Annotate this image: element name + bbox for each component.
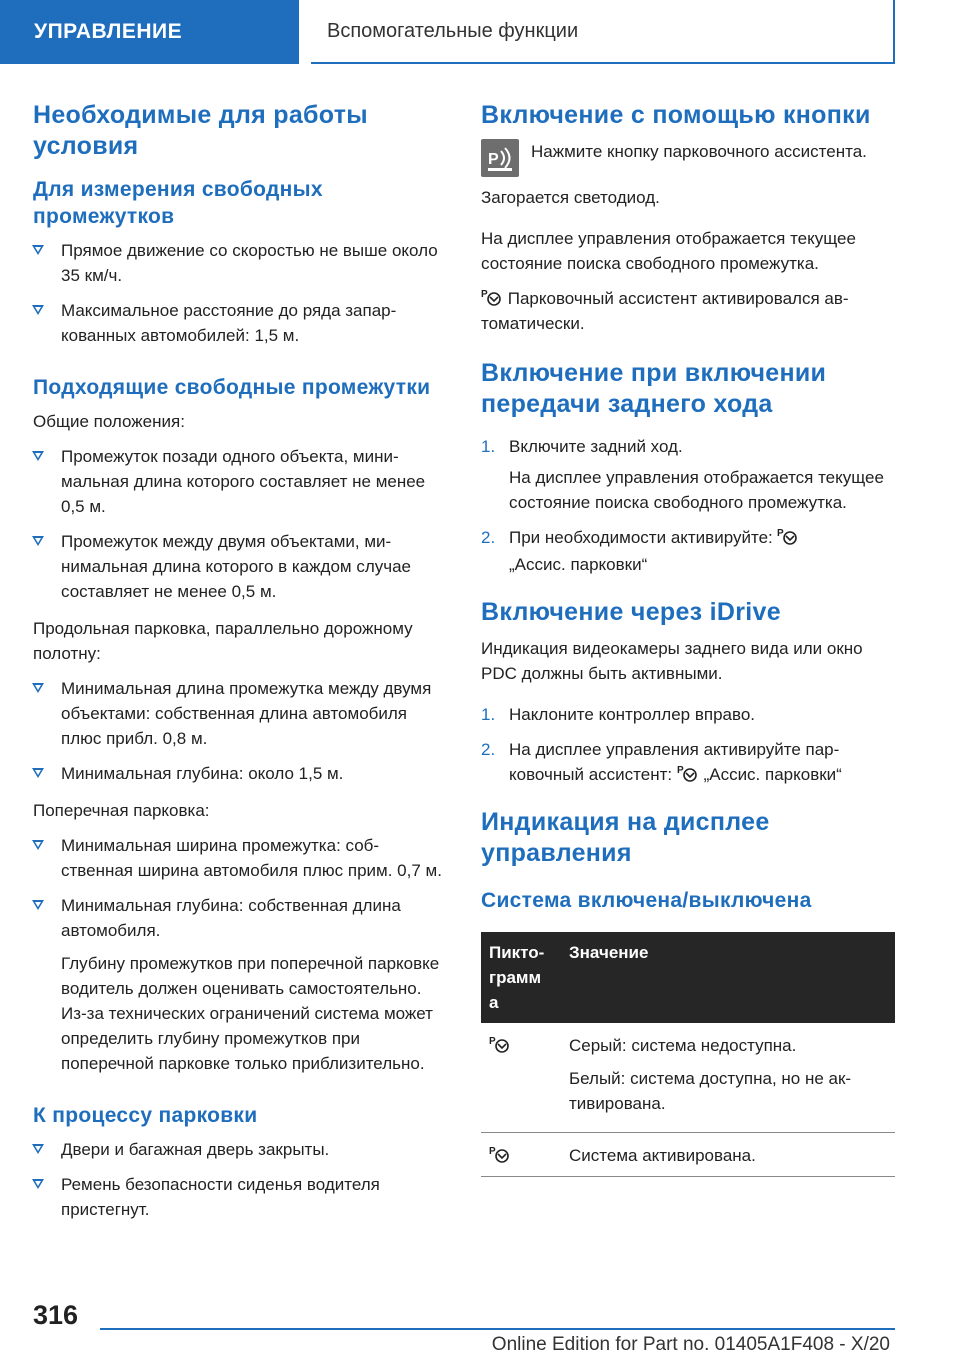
list-item: Минимальная глубина: около 1,5 м. [33,761,445,786]
list-item: 2. При необходимости активируйте: P „Ассис. парковки“ [481,525,895,577]
led-text: Загорается светодиод. [481,188,660,207]
list-item: Двери и багажная дверь закрыты. [33,1137,445,1162]
parking-assistant-icon [777,526,799,546]
triangle-bullet-icon [32,305,44,315]
list-item: Ремень безопасности сиденья водителя пристегнут. [33,1172,445,1222]
parking-assistant-button-icon [481,139,519,177]
general-list [33,444,445,604]
triangle-bullet-icon [32,1179,44,1189]
meaning-cell: Система активирована. [561,1133,895,1177]
edition-footer: Online Edition for Part no. 01405A1F408 - X/20 [491,1334,890,1355]
svg-text:P: P [489,1036,496,1047]
general-label: Общие положения: [33,412,185,431]
heading-idrive: Включение через iDrive [481,598,781,626]
step-note: На дисплее управления отображается текущее состояние поиска свободного промежутка. [509,468,884,512]
svg-text:P: P [489,1146,496,1157]
list-item: 2. На дисплее управления активируйте парковочный ассистент: P „Ассис. парковки“ [481,740,842,784]
list-item: Минимальная глубина: собственная длина автомобиля. Глубину промежутков при поперечной парковке водитель должен оценивать самостоятельно. Из-за технических ограничений система может определить глубину промежутков при поперечной парковке только приблизительно. [33,893,445,1076]
right-column [481,100,895,1177]
triangle-bullet-icon [32,536,44,546]
process-list [33,1137,445,1222]
parking-assistant-icon [677,763,699,783]
heading-reverse: Включение при включении передачи заднего хода [481,359,827,418]
reverse-steps [481,434,895,577]
list-item: Минимальная длина промежутка между двумя объектами: собственная длина автомобиля плюс прибл. 0,8 м. [33,676,445,751]
triangle-bullet-icon [32,683,44,693]
heading-measure: Для измерения свободных промежутков [33,178,323,228]
column-header-meaning: Значение [561,932,895,1023]
parking-assistant-icon [481,287,503,307]
measure-list [33,238,445,348]
footer-divider [100,1328,895,1330]
list-item: 1. Наклоните контроллер вправо. [481,705,756,724]
list-item: Промежуток позади одного объекта, минимальная длина которого составляет не менее 0,5 м. [33,444,445,519]
heading-display: Индикация на дисплее управления [481,808,770,867]
page-number: 316 [33,1300,79,1330]
left-column [33,100,445,1234]
list-item: Промежуток между двумя объектами, минимальная длина которого в каждом случае составляет не менее 0,5 м. [33,529,445,604]
heading-conditions: Необходимые для работы условия [33,101,368,160]
menu-item-parking-assist: „Ассис. парковки“ [703,765,842,784]
list-item: 1. Включите задний ход. На дисплее управления отображается текущее состояние поиска свободного промежутка. [481,434,895,515]
display-text: На дисплее управления отображается текущее состояние поиска свободного промежутка. [481,229,856,273]
pictogram-table [481,932,895,1177]
table-header-row [481,932,895,1023]
heading-process: К процессу парковки [33,1104,258,1127]
cross-list [33,833,445,1076]
chapter-title: Вспомогательные функции [311,0,895,64]
svg-text:P: P [488,151,499,168]
list-item: Максимальное расстояние до ряда запаркованных автомобилей: 1,5 м. [33,298,445,348]
list-item: Прямое движение со скоростью не выше около 35 км/ч. [33,238,445,288]
triangle-bullet-icon [32,245,44,255]
meaning-cell: Серый: система недоступна. Белый: система доступна, но не активирована. [561,1023,895,1133]
button-instruction [481,139,895,177]
section-tab: УПРАВЛЕНИЕ [0,0,299,64]
pictogram-cell [481,1023,561,1133]
triangle-bullet-icon [32,451,44,461]
table-row [481,1133,895,1177]
svg-text:P: P [777,528,785,539]
svg-text:P: P [481,289,488,300]
parallel-list [33,676,445,786]
triangle-bullet-icon [32,840,44,850]
button-text: Нажмите кнопку парковочного ассистента. [531,142,867,161]
cross-note: Глубину промежутков при поперечной парковке водитель должен оценивать самостоятельно. Из-за технических ограничений система может определить глубину промежутков при поперечной парковке только приблизительно. [61,954,440,1073]
heading-suitable: Подходящие свободные промежутки [33,376,431,399]
heading-system: Система включена/выключена [481,889,812,912]
list-item: Минимальная ширина промежутка: собственная ширина автомобиля плюс прим. 0,7 м. [33,833,445,883]
triangle-bullet-icon [32,900,44,910]
idrive-text: Индикация видеокамеры заднего вида или окно PDC должны быть активными. [481,639,863,683]
triangle-bullet-icon [32,768,44,778]
parking-assistant-icon [489,1034,511,1054]
column-header-pictogram: Пиктограмм а [481,932,561,1023]
menu-item-parking-assist: „Ассис. парковки“ [509,555,648,574]
triangle-bullet-icon [32,1144,44,1154]
pictogram-cell [481,1133,561,1177]
idrive-steps [481,702,895,787]
heading-button: Включение с помощью кнопки [481,101,871,129]
auto-paragraph: P Парковочный ассистент активировался автоматически. [481,289,849,333]
parking-assistant-active-icon [489,1144,511,1164]
table-row [481,1023,895,1133]
svg-text:P: P [676,765,684,776]
parallel-label: Продольная парковка, параллельно дорожному полотну: [33,619,413,663]
cross-label: Поперечная парковка: [33,801,210,820]
